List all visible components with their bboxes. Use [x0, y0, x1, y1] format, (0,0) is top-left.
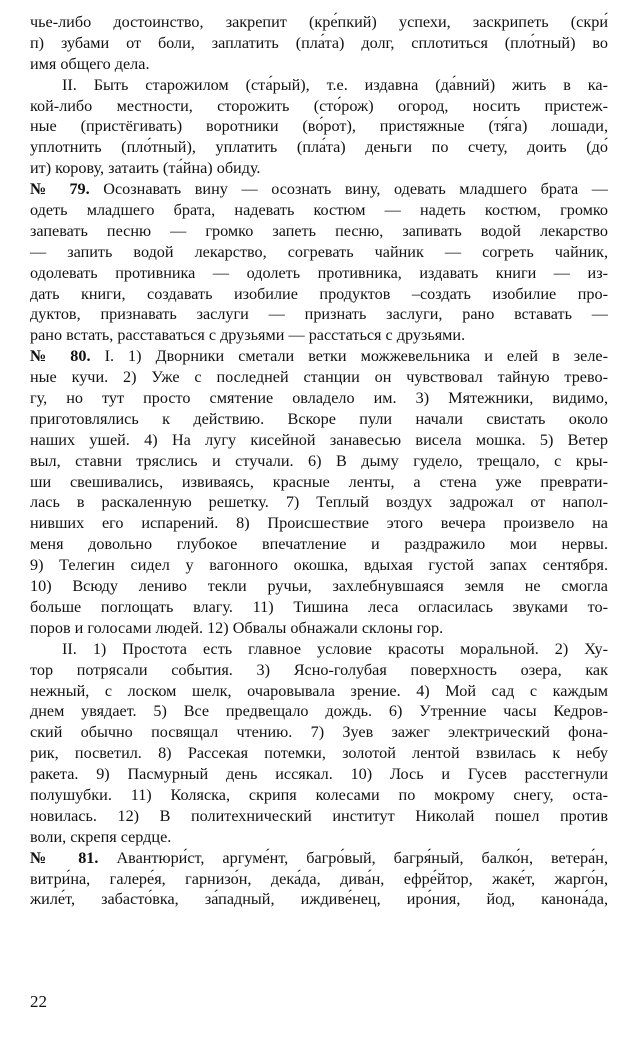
line-text: II. Быть старожилом (ста́рый), т.е. издавна (да́вний) жить в ка- [62, 75, 608, 94]
line-text: воли, скрепя сердце. [30, 827, 172, 846]
line-text: ский обычно посвящал чтению. 7) Зуев зажег электрический фона- [30, 723, 608, 742]
page-number: 22 [30, 992, 47, 1011]
line-text: ракета. 9) Пасмурный день иссякал. 10) Лось и Гусев расстегнули [30, 765, 608, 784]
text-line [30, 492, 608, 513]
line-text: 9) Телегин сидел у вагонного окошка, вдыхая густой запах сентября. [30, 556, 608, 575]
text-line [30, 534, 608, 555]
line-text: II. 1) Простота есть главное условие красоты моральной. 2) Ху- [62, 639, 608, 658]
text-line [30, 806, 608, 827]
line-text: рано встать, расставаться с друзьями — расстаться с друзьями. [30, 326, 466, 345]
line-text: витри́на, галере́я, гарнизо́н, дека́да, дива́н, ефре́йтор, жаке́т, жарго́н, [30, 869, 608, 888]
line-text: нивших его испарений. 8) Происшествие этого вечера произвело на [30, 514, 608, 533]
text-line [30, 284, 608, 305]
text-line [30, 96, 608, 117]
text-line [30, 137, 608, 158]
line-text: поров и голосами людей. 12) Обвалы обнажали склоны гор. [30, 618, 444, 637]
text-line [30, 764, 608, 785]
text-line [30, 346, 608, 367]
line-text: новилась. 12) В политехнический институт Николай пошел против [30, 806, 608, 825]
line-text: дать книги, создавать изобилие продуктов –создать изобилие про- [30, 284, 608, 303]
text-line [30, 179, 608, 200]
line-text: выл, ставни тряслись и стучали. 6) В дыму гудело, трещало, с кры- [30, 451, 608, 470]
text-line [30, 513, 608, 534]
line-text: жиле́т, забасто́вка, за́падный, иждиве́нец, иро́ния, йод, канона́да, [30, 890, 608, 909]
text-line [30, 827, 608, 848]
line-text: меня довольно глубокое впечатление и раздражило мои нервы. [30, 535, 608, 554]
line-text: уплотнить (пло́тный), уплатить (пла́та) деньги по счету, доить (до́ [30, 138, 608, 157]
text-line [30, 116, 608, 137]
text-line [30, 681, 608, 702]
line-text: рик, посветил. 8) Рассекая потемки, золотой лентой взвилась к небу [30, 744, 608, 763]
text-line [30, 200, 608, 221]
line-text: тор потрясали события. 3) Ясно-голубая поверхность озера, как [30, 660, 608, 679]
line-text: ные кучи. 2) Уже с последней станции он чувствовал тайную трево- [30, 368, 608, 387]
text-line [30, 158, 608, 179]
text-line [30, 869, 608, 890]
line-text: кой-либо местности, сторожить (сто́рож) огород, носить пристеж- [30, 96, 608, 115]
text-line [30, 472, 608, 493]
text-line [30, 33, 608, 54]
line-text: п) зубами от боли, заплатить (пла́та) долг, сплотиться (пло́тный) во [30, 33, 608, 52]
text-line [30, 701, 608, 722]
line-text: полушубки. 11) Коляска, скрипя колесами по мокрому снегу, оста- [30, 785, 608, 804]
text-line [30, 388, 608, 409]
line-text: больше поглощать влагу. 11) Тишина леса огласилась звуками то- [30, 597, 608, 616]
line-text: ит) корову, затаить (та́йна) обиду. [30, 159, 261, 178]
text-line [30, 889, 608, 910]
text-line [30, 221, 608, 242]
line-text: наших ушей. 4) На лугу кисейной занавесью висела мошка. 5) Ветер [30, 430, 608, 449]
line-text: 10) Всюду лениво текли ручьи, захлебнувшаяся земля не смогла [30, 577, 608, 596]
exercise-number: № 80. [30, 347, 91, 366]
text-line [30, 325, 608, 346]
text-line [30, 409, 608, 430]
line-text: днем увядает. 5) Все предвещало дождь. 6) Утренние часы Кедров- [30, 702, 608, 721]
text-line [30, 12, 608, 33]
page-text [30, 12, 608, 910]
text-line [30, 242, 608, 263]
line-text: — запить водой лекарство, согревать чайник — согреть чайник, [30, 242, 608, 261]
line-text: имя общего дела. [30, 54, 150, 73]
exercise-number: № 81. [30, 848, 99, 867]
line-text: Авантюри́ст, аргуме́нт, багро́вый, багря́ный, балко́н, ветера́н, [116, 848, 608, 867]
line-text: ши свешивались, извиваясь, красные ленты, а стена уже преврати- [30, 472, 608, 491]
exercise-number: № 79. [30, 180, 90, 199]
text-line [30, 263, 608, 284]
text-line [30, 304, 608, 325]
text-line [30, 743, 608, 764]
line-text: Осознавать вину — осознать вину, одевать младшего брата — [103, 180, 608, 199]
text-line [30, 576, 608, 597]
text-line [30, 785, 608, 806]
text-line [30, 451, 608, 472]
text-line [30, 367, 608, 388]
line-text: одолевать противника — одолеть противника, издавать книги — из- [30, 263, 608, 282]
line-text: I. 1) Дворники сметали ветки можжевельника и елей в зеле- [104, 347, 608, 366]
line-text: гу, но тут просто смятение овладело им. 3) Мятежники, видимо, [30, 389, 608, 408]
line-text: лась в раскаленную решетку. 7) Теплый воздух задрожал от напол- [30, 493, 608, 512]
text-line [30, 639, 608, 660]
line-text: ные (пристёгивать) воротники (во́рот), пристяжные (тя́га) лошади, [30, 117, 608, 136]
line-text: приготовлялись к действию. Вскоре пули начали свистать около [30, 409, 608, 428]
line-text: запевать песню — громко запеть песню, запивать водой лекарство [30, 221, 608, 240]
text-line [30, 597, 608, 618]
text-line [30, 722, 608, 743]
text-line [30, 848, 608, 869]
text-line [30, 660, 608, 681]
text-line [30, 430, 608, 451]
line-text: чье-либо достоинство, закрепит (кре́пкий) успехи, заскрипеть (скри́ [30, 13, 608, 31]
text-line [30, 618, 608, 639]
text-line [30, 75, 608, 96]
text-line [30, 54, 608, 75]
text-line [30, 555, 608, 576]
line-text: дуктов, признавать заслуги — признать заслуги, рано вставать — [30, 305, 608, 324]
line-text: нежный, с лоском шелк, очаровывала зрение. 4) Мой сад с каждым [30, 681, 608, 700]
line-text: одеть младшего брата, надевать костюм — надеть костюм, громко [30, 201, 608, 220]
